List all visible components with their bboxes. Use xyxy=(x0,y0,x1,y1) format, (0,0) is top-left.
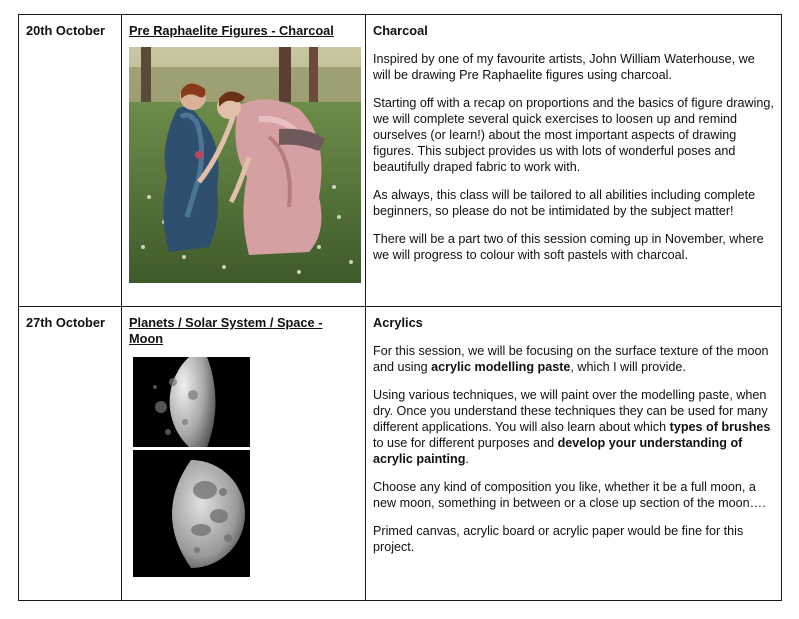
waterhouse-painting-image xyxy=(129,47,361,283)
gibbous-moon-image xyxy=(133,450,250,577)
description-paragraph: There will be a part two of this session coming up in November, where we will progress to colour with soft pastels with charcoal. xyxy=(373,232,764,262)
text-run: For this session, we will be focusing on the surface texture of the moon and using xyxy=(373,344,769,374)
description-paragraph xyxy=(373,387,775,467)
description-paragraph: Starting off with a recap on proportions and the basics of figure drawing, we will complete several quick exercises to loosen up and remind ourselves (or learn!) about the most important aspects of drawing figures. This subject provides us with lots of wonderful poses and beautifully draped fabric to work with. xyxy=(373,96,774,174)
session-date: 27th October xyxy=(26,315,105,330)
description-cell xyxy=(366,307,782,601)
emphasis-text: develop your understanding of acrylic painting xyxy=(373,436,743,466)
date-cell xyxy=(19,15,122,307)
session-medium: Acrylics xyxy=(373,315,423,330)
date-cell xyxy=(19,307,122,601)
description-paragraph: As always, this class will be tailored to all abilities including complete beginners, so please do not be intimidated by the subject matter! xyxy=(373,188,756,218)
emphasis-text: acrylic modelling paste xyxy=(431,360,571,374)
description-paragraph: Inspired by one of my favourite artists, John William Waterhouse, we will be drawing Pre Raphaelite figures using charcoal. xyxy=(373,52,755,82)
session-row xyxy=(19,15,782,307)
schedule-table xyxy=(18,14,782,601)
topic-cell xyxy=(122,15,366,307)
text-run: Using various techniques, we will paint over the modelling paste, when dry. Once you understand these techniques they can be used for many different applications. You will also learn about which xyxy=(373,388,768,434)
description-paragraph xyxy=(373,343,775,375)
text-run: . xyxy=(465,452,469,466)
description-paragraph: Choose any kind of composition you like, whether it be a full moon, a new moon, something in between or a close up section of the moon…. xyxy=(373,480,766,510)
half-moon-image xyxy=(133,357,250,447)
session-topic: Planets / Solar System / Space - Moon xyxy=(129,315,323,346)
topic-cell xyxy=(122,307,366,601)
session-date: 20th October xyxy=(26,23,105,38)
text-run: , which I will provide. xyxy=(570,360,686,374)
session-row xyxy=(19,307,782,601)
description-paragraph: Primed canvas, acrylic board or acrylic paper would be fine for this project. xyxy=(373,524,744,554)
emphasis-text: types of brushes xyxy=(669,420,771,434)
session-topic: Pre Raphaelite Figures - Charcoal xyxy=(129,23,334,38)
session-medium: Charcoal xyxy=(373,23,428,38)
description-cell xyxy=(366,15,782,307)
text-run: to use for different purposes and xyxy=(373,436,558,450)
